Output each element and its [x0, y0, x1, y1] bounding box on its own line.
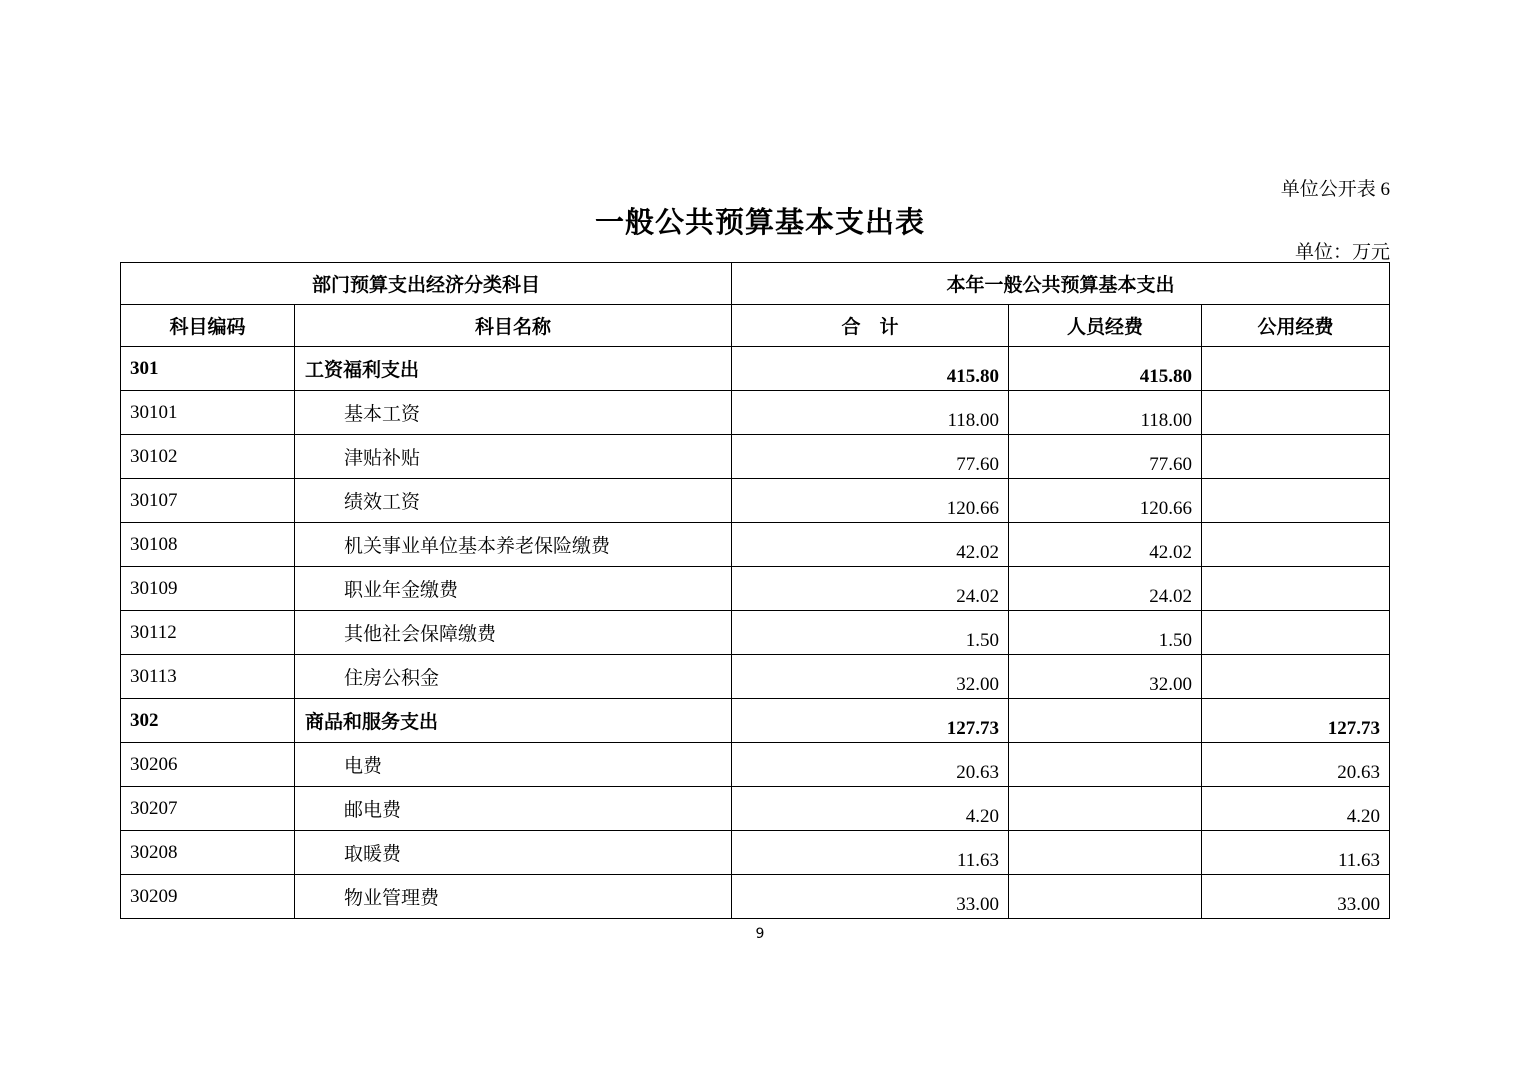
row-personnel-cell: 24.02	[1009, 567, 1202, 611]
row-code-cell: 30209	[121, 875, 295, 919]
row-total-cell: 32.00	[732, 655, 1009, 699]
table-row	[121, 435, 1390, 479]
page-title: 一般公共预算基本支出表	[594, 207, 925, 239]
group-header-basic-expenditure: 本年一般公共预算基本支出	[732, 263, 1390, 305]
row-name-cell: 邮电费	[295, 787, 732, 831]
category-row	[121, 347, 1390, 391]
unit-label: 单位：万元	[1294, 242, 1390, 263]
row-name-cell: 绩效工资	[295, 479, 732, 523]
table-row	[121, 611, 1390, 655]
column-header-total: 合 计	[732, 305, 1009, 347]
row-total-cell: 11.63	[732, 831, 1009, 875]
group-header-row	[121, 263, 1390, 305]
row-personnel-cell: 77.60	[1009, 435, 1202, 479]
row-name-cell: 商品和服务支出	[295, 699, 732, 743]
row-name-cell: 物业管理费	[295, 875, 732, 919]
row-public-cell	[1202, 567, 1390, 611]
row-code-cell: 30206	[121, 743, 295, 787]
budget-table	[120, 262, 1390, 919]
row-public-cell	[1202, 655, 1390, 699]
table-row	[121, 567, 1390, 611]
row-code-cell: 30109	[121, 567, 295, 611]
row-personnel-cell	[1009, 787, 1202, 831]
table-row	[121, 391, 1390, 435]
row-public-cell: 4.20	[1202, 787, 1390, 831]
row-personnel-cell: 120.66	[1009, 479, 1202, 523]
column-header-personnel: 人员经费	[1009, 305, 1202, 347]
table-row	[121, 743, 1390, 787]
row-public-cell	[1202, 391, 1390, 435]
row-public-cell: 20.63	[1202, 743, 1390, 787]
row-public-cell: 11.63	[1202, 831, 1390, 875]
row-name-cell: 住房公积金	[295, 655, 732, 699]
row-code-cell: 30113	[121, 655, 295, 699]
row-name-cell: 职业年金缴费	[295, 567, 732, 611]
row-code-cell: 30207	[121, 787, 295, 831]
group-header-classification: 部门预算支出经济分类科目	[121, 263, 732, 305]
row-code-cell: 301	[121, 347, 295, 391]
column-header-row	[121, 305, 1390, 347]
row-code-cell: 302	[121, 699, 295, 743]
row-code-cell: 30112	[121, 611, 295, 655]
row-public-cell	[1202, 479, 1390, 523]
table-row	[121, 787, 1390, 831]
row-name-cell: 工资福利支出	[295, 347, 732, 391]
column-header-code: 科目编码	[121, 305, 295, 347]
row-total-cell: 415.80	[732, 347, 1009, 391]
page-number: 9	[755, 926, 765, 942]
column-header-name: 科目名称	[295, 305, 732, 347]
row-total-cell: 1.50	[732, 611, 1009, 655]
row-personnel-cell	[1009, 831, 1202, 875]
row-total-cell: 118.00	[732, 391, 1009, 435]
row-public-cell	[1202, 611, 1390, 655]
row-name-cell: 机关事业单位基本养老保险缴费	[295, 523, 732, 567]
row-name-cell: 基本工资	[295, 391, 732, 435]
table-row	[121, 831, 1390, 875]
row-public-cell: 127.73	[1202, 699, 1390, 743]
row-name-cell: 取暖费	[295, 831, 732, 875]
row-name-cell: 津贴补贴	[295, 435, 732, 479]
row-public-cell	[1202, 523, 1390, 567]
row-personnel-cell	[1009, 699, 1202, 743]
row-total-cell: 24.02	[732, 567, 1009, 611]
row-personnel-cell	[1009, 875, 1202, 919]
row-name-cell: 电费	[295, 743, 732, 787]
row-name-cell: 其他社会保障缴费	[295, 611, 732, 655]
table-row	[121, 523, 1390, 567]
row-code-cell: 30102	[121, 435, 295, 479]
table-row	[121, 655, 1390, 699]
category-row	[121, 699, 1390, 743]
row-code-cell: 30101	[121, 391, 295, 435]
row-personnel-cell: 42.02	[1009, 523, 1202, 567]
form-number: 单位公开表 6	[1280, 179, 1390, 200]
row-total-cell: 20.63	[732, 743, 1009, 787]
row-personnel-cell: 415.80	[1009, 347, 1202, 391]
table-row	[121, 875, 1390, 919]
row-total-cell: 33.00	[732, 875, 1009, 919]
row-personnel-cell: 32.00	[1009, 655, 1202, 699]
row-public-cell: 33.00	[1202, 875, 1390, 919]
row-total-cell: 77.60	[732, 435, 1009, 479]
row-code-cell: 30108	[121, 523, 295, 567]
row-total-cell: 120.66	[732, 479, 1009, 523]
row-personnel-cell	[1009, 743, 1202, 787]
row-code-cell: 30208	[121, 831, 295, 875]
column-header-public: 公用经费	[1202, 305, 1390, 347]
row-code-cell: 30107	[121, 479, 295, 523]
row-personnel-cell: 1.50	[1009, 611, 1202, 655]
row-public-cell	[1202, 347, 1390, 391]
row-personnel-cell: 118.00	[1009, 391, 1202, 435]
row-total-cell: 127.73	[732, 699, 1009, 743]
row-total-cell: 4.20	[732, 787, 1009, 831]
row-total-cell: 42.02	[732, 523, 1009, 567]
row-public-cell	[1202, 435, 1390, 479]
table-row	[121, 479, 1390, 523]
